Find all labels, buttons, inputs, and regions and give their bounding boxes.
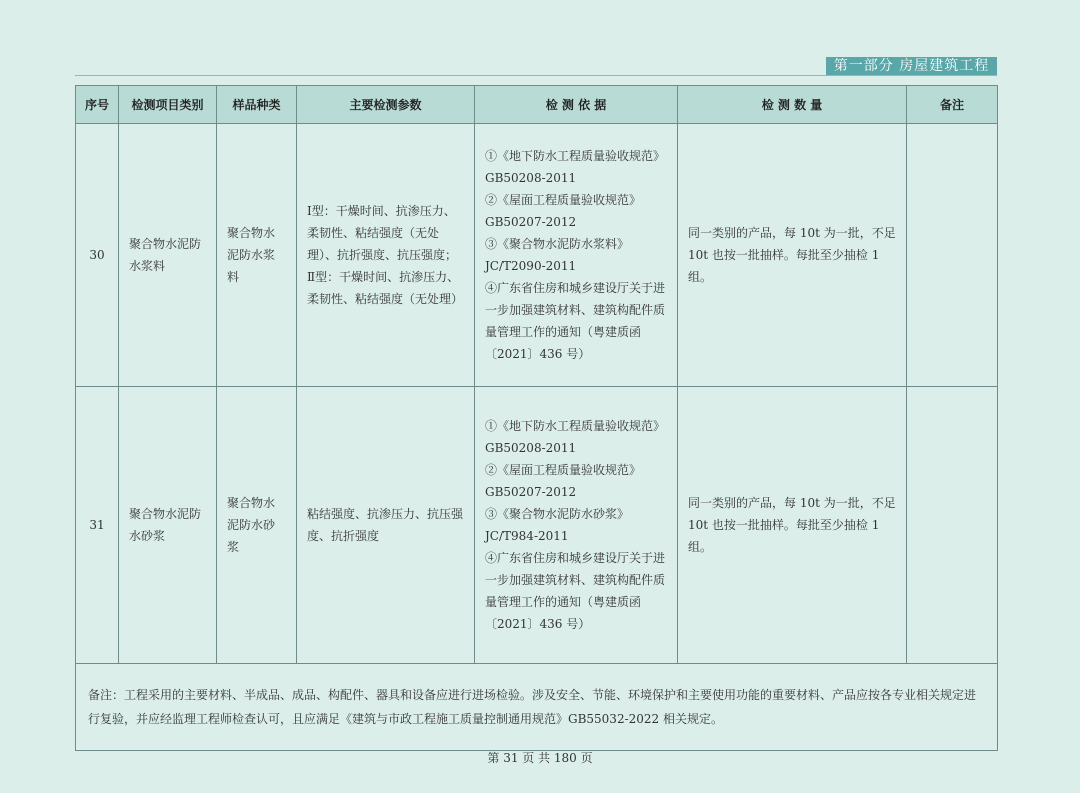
section-title-tag: 第一部分 房屋建筑工程 [826,57,997,75]
col-header-no: 序号 [76,86,119,124]
basis-line: ④广东省住房和城乡建设厅关于进一步加强建筑材料、建筑构配件质量管理工作的通知（粤建质函〔2021〕436 号） [485,551,666,631]
row-basis [475,124,678,387]
basis-line: ③《聚合物水泥防水浆料》JC/T2090-2011 [485,237,630,273]
param-line: 粘结强度、抗渗压力、抗压强度、抗折强度 [307,507,464,543]
inspection-table [75,85,998,751]
row-remark [907,124,998,387]
row-params [297,387,475,664]
basis-line: ②《屋面工程质量验收规范》GB50207-2012 [485,193,642,229]
row-sample: 聚合物水泥防水砂浆 [217,387,297,664]
row-quantity: 同一类别的产品，每 10t 为一批，不足 10t 也按一批抽样。每批至少抽检 1 组。 [678,387,907,664]
table-header-row [76,86,998,124]
row-no: 31 [76,387,119,664]
param-line: Ⅱ型：干燥时间、抗渗压力、柔韧性、粘结强度（无处理） [307,270,464,306]
header-divider [75,75,997,76]
row-category: 聚合物水泥防水砂浆 [119,387,217,664]
col-header-params: 主要检测参数 [297,86,475,124]
basis-line: ①《地下防水工程质量验收规范》GB50208-2011 [485,149,666,185]
row-no: 30 [76,124,119,387]
col-header-sample: 样品种类 [217,86,297,124]
param-line: Ⅰ型：干燥时间、抗渗压力、柔韧性、粘结强度（无处理）、抗折强度、抗压强度； [307,204,458,262]
row-basis [475,387,678,664]
col-header-remark: 备注 [907,86,998,124]
basis-line: ④广东省住房和城乡建设厅关于进一步加强建筑材料、建筑构配件质量管理工作的通知（粤建质函〔2021〕436 号） [485,281,666,361]
row-quantity: 同一类别的产品，每 10t 为一批，不足 10t 也按一批抽样。每批至少抽检 1 组。 [678,124,907,387]
row-remark [907,387,998,664]
table-row [76,387,998,664]
table-note-row [76,664,998,751]
basis-line: ②《屋面工程质量验收规范》GB50207-2012 [485,463,642,499]
col-header-category: 检测项目类别 [119,86,217,124]
basis-line: ③《聚合物水泥防水砂浆》JC/T984-2011 [485,507,630,543]
row-sample: 聚合物水泥防水浆料 [217,124,297,387]
row-category: 聚合物水泥防水浆料 [119,124,217,387]
col-header-basis: 检 测 依 据 [475,86,678,124]
page-number: 第 31 页 共 180 页 [487,751,593,765]
basis-line: ①《地下防水工程质量验收规范》GB50208-2011 [485,419,666,455]
row-params [297,124,475,387]
table-note: 备注：工程采用的主要材料、半成品、成品、构配件、器具和设备应进行进场检验。涉及安全、节能、环境保护和主要使用功能的重要材料、产品应按各专业相关规定进行复验，并应经监理工程师检查认可，且应满足《建筑与市政工程施工质量控制通用规范》GB55032-2022 相关规定。 [76,664,998,751]
table-row [76,124,998,387]
col-header-quantity: 检 测 数 量 [678,86,907,124]
